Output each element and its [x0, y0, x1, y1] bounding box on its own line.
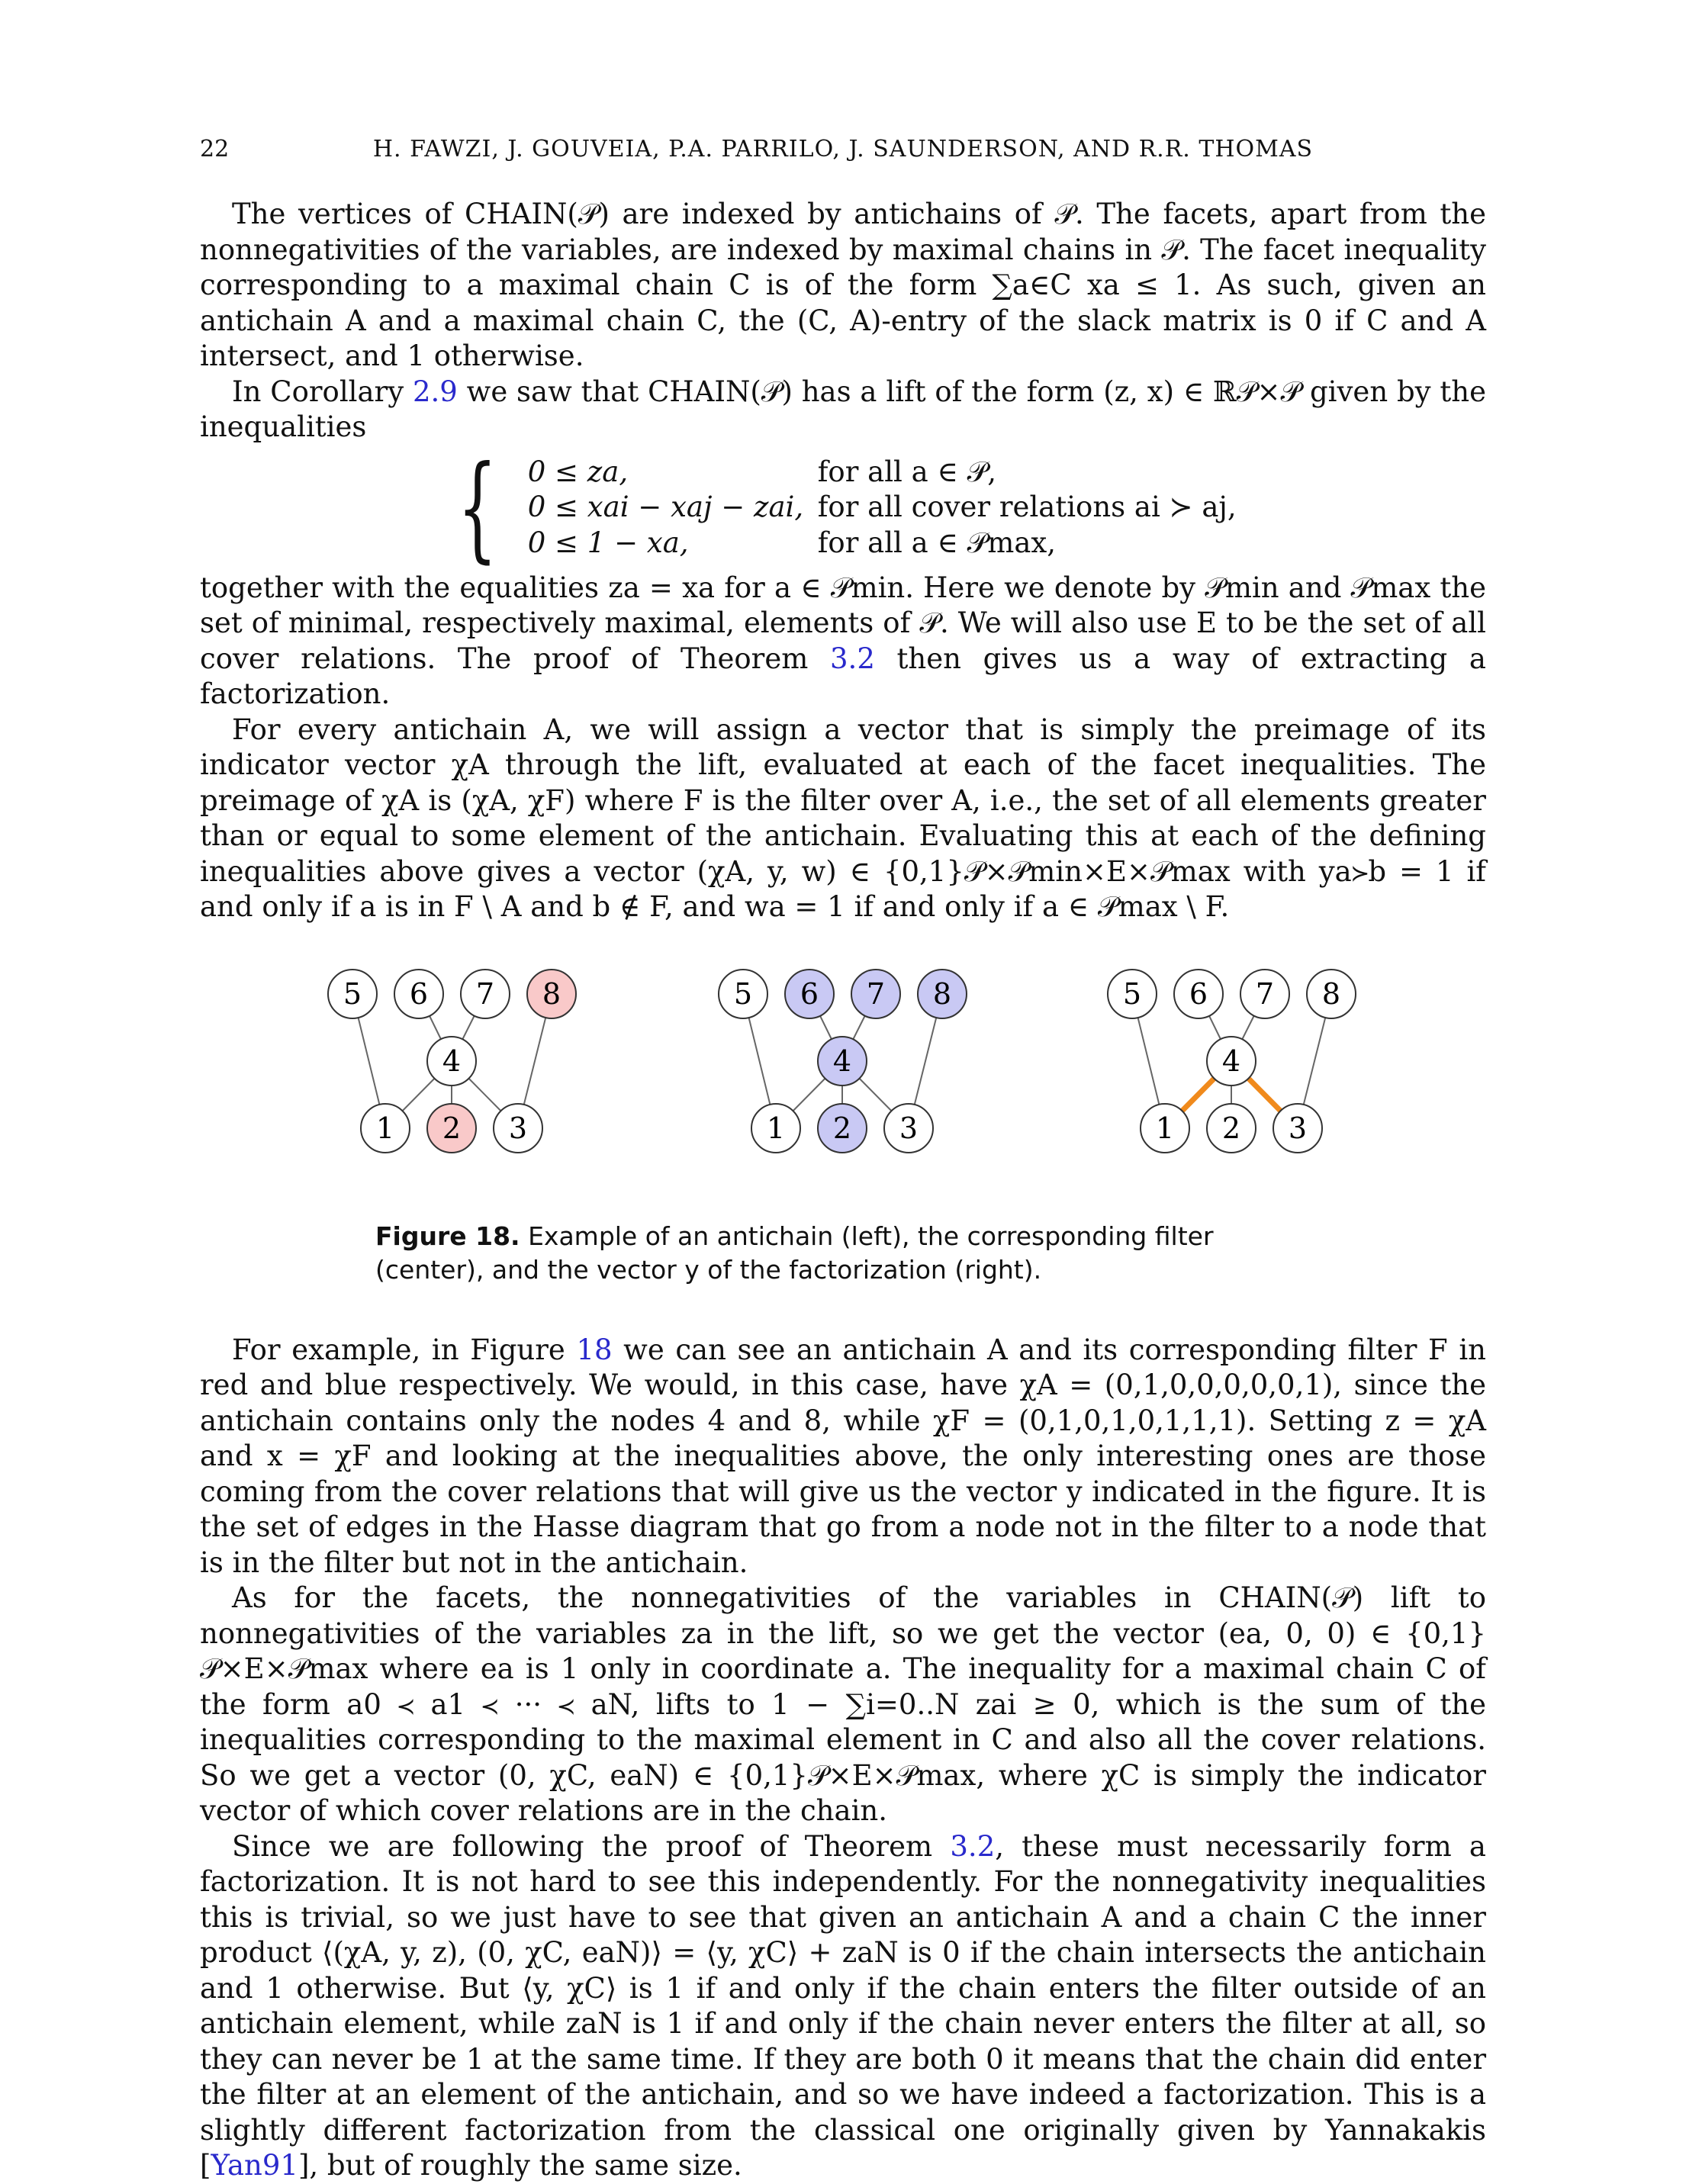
node-label-5: 5	[733, 976, 753, 1011]
node-label-7: 7	[866, 976, 886, 1011]
theorem-link[interactable]: 3.2	[950, 1829, 996, 1863]
cover-edge	[402, 1078, 434, 1110]
highlighted-cover-edge	[1182, 1078, 1214, 1110]
node-label-2: 2	[442, 1111, 462, 1145]
cover-edge	[793, 1078, 825, 1110]
cover-edge	[1209, 1015, 1221, 1038]
cover-edge	[468, 1078, 500, 1110]
antichain-diagram	[328, 970, 576, 1153]
node-label-1: 1	[766, 1111, 786, 1145]
page-number: 22	[200, 136, 230, 162]
figure-caption	[375, 1220, 1321, 1287]
node-label-2: 2	[832, 1111, 852, 1145]
hasse-diagrams	[200, 957, 1486, 1201]
cover-edge	[462, 1015, 474, 1039]
paragraph-1: The vertices of CHAIN(𝒫) are indexed by antichains of 𝒫. The facets, apart from the nonnegativities of the variables, are indexed by maximal chains in 𝒫. The facet inequality corresponding to a maximal chain C is of the form ∑a∈C xa ≤ 1. As such, given an antichain A and a maximal chain C, the (C, A)-entry of the slack matrix is 0 if C and A intersect, and 1 otherwise.	[200, 198, 1486, 372]
paragraph-3: together with the equalities za = xa for a ∈ 𝒫min. Here we denote by 𝒫min and 𝒫max the set of minimal, respectively maximal, elements of 𝒫. We will also use E to be the set of all cover relations. The proof of Theorem 3.2 then gives us a way of extracting a factorization.	[200, 571, 1486, 710]
paragraph-5: For example, in Figure 18 we can see an antichain A and its corresponding filter F in red and blue respectively. We would, in this case, have χA = (0,1,0,0,0,0,0,1), since the antichain contains only the nodes 4 and 8, while χF = (0,1,0,1,0,1,1,1). Setting z = χA and x = χF and looking at the inequalities above, the only interesting ones are those coming from the cover relations that will give us the vector y indicated in the figure. It is the set of edges in the Hasse diagram that go from a node not in the filter to a node that is in the filter but not in the antichain.	[200, 1333, 1486, 1579]
node-label-1: 1	[375, 1111, 395, 1145]
node-label-8: 8	[542, 976, 561, 1011]
node-label-6: 6	[409, 976, 429, 1011]
inequality-system	[200, 441, 1486, 574]
paragraph-6: As for the facets, the nonnegativities of the variables in CHAIN(𝒫) lift to nonnegativities of the variables za in the lift, so we get the vector (ea, 0, 0) ∈ {0,1}𝒫×E×𝒫max where ea is 1 only in coordinate a. The inequality for a maximal chain C of the form a0 ≺ a1 ≺ ··· ≺ aN, lifts to 1 − ∑i=0..N zai ≥ 0, which is the sum of the inequalities corresponding to the maximal element in C and also all the cover relations. So we get a vector (0, χC, eaN) ∈ {0,1}𝒫×E×𝒫max, where χC is simply the indicator vector of which cover relations are in the chain.	[200, 1581, 1486, 1827]
paragraph-2: In Corollary 2.9 we saw that CHAIN(𝒫) has a lift of the form (z, x) ∈ ℝ𝒫×𝒫 given by the inequalities	[200, 375, 1486, 443]
node-label-4: 4	[1221, 1044, 1241, 1078]
paragraph-4: For every antichain A, we will assign a vector that is simply the preimage of its indicator vector χA through the lift, evaluated at each of the facet inequalities. The preimage of χA is (χA, χF) where F is the filter over A, i.e., the set of all elements greater than or equal to some element of the antichain. Evaluating this at each of the defining inequalities above gives a vector (χA, y, w) ∈ {0,1}𝒫×𝒫min×E×𝒫max with ya≻b = 1 if and only if a is in F \ A and b ∉ F, and wa = 1 if and only if a ∈ 𝒫max \ F.	[200, 712, 1486, 923]
citation-link[interactable]: Yan91	[211, 2149, 298, 2182]
cover-edge	[859, 1078, 891, 1110]
inequality-row: 0 ≤ za, for all a ∈ 𝒫,	[527, 455, 997, 488]
cover-edge	[749, 1018, 771, 1105]
caption-label: Figure 18.	[375, 1221, 520, 1251]
inequality-row: 0 ≤ xai − xaj − zai, for all cover relations ai ≻ aj,	[527, 491, 1237, 524]
filter-diagram	[719, 970, 967, 1153]
figure-18	[200, 957, 1486, 1201]
node-label-7: 7	[475, 976, 495, 1011]
paragraph-7: Since we are following the proof of Theorem 3.2, these must necessarily form a factorization. It is not hard to see this independently. For the nonnegativity inequalities this is trivial, so we just have to see that given an antichain A and a chain C the inner product ⟨(χA, y, z), (0, χC, eaN)⟩ = ⟨y, χC⟩ + zaN is 0 if the chain intersects the antichain and 1 otherwise. But ⟨y, χC⟩ is 1 if and only if the chain enters the filter outside of an antichain element, while zaN is 1 if and only if the chain never enters the filter at all, so they can never be 1 at the same time. If they are both 0 it means that the chain did enter the filter at an element of the antichain, and so we have indeed a factorization. This is a slightly different factorization from the classical one originally given by Yannakakis [Yan91], but of roughly the same size.	[200, 1829, 1486, 2182]
cover-edge	[1242, 1015, 1253, 1039]
corollary-link[interactable]: 2.9	[412, 375, 458, 408]
left-brace: {	[457, 441, 498, 574]
inequality-row: 0 ≤ 1 − xa, for all a ∈ 𝒫max,	[527, 526, 1057, 559]
node-label-6: 6	[1189, 976, 1208, 1011]
figure-link[interactable]: 18	[576, 1333, 613, 1366]
cover-edge	[430, 1015, 441, 1038]
node-label-6: 6	[800, 976, 819, 1011]
cover-edge	[1138, 1018, 1160, 1105]
node-label-7: 7	[1255, 976, 1275, 1011]
node-label-8: 8	[932, 976, 952, 1011]
cover-edge	[853, 1015, 864, 1039]
highlighted-cover-edge	[1248, 1078, 1280, 1110]
node-label-3: 3	[1288, 1111, 1308, 1145]
node-label-3: 3	[899, 1111, 919, 1145]
node-label-2: 2	[1221, 1111, 1241, 1145]
caption-text: Example of an antichain (left), the corresponding filter (center), and the vector y of the factorization (right).	[375, 1221, 1214, 1285]
node-label-1: 1	[1155, 1111, 1175, 1145]
cover-edge	[915, 1018, 936, 1105]
cover-edge	[359, 1018, 380, 1105]
running-header-authors: H. FAWZI, J. GOUVEIA, P.A. PARRILO, J. SAUNDERSON, AND R.R. THOMAS	[372, 136, 1314, 162]
cover-edge	[524, 1018, 545, 1105]
factorization-diagram	[1108, 970, 1356, 1153]
node-label-8: 8	[1321, 976, 1341, 1011]
cover-edge	[820, 1015, 832, 1038]
node-label-4: 4	[832, 1044, 852, 1078]
node-label-5: 5	[343, 976, 362, 1011]
node-label-4: 4	[442, 1044, 462, 1078]
page-body	[200, 197, 1486, 2184]
node-label-3: 3	[508, 1111, 528, 1145]
cover-edge	[1304, 1018, 1325, 1105]
running-header	[200, 136, 1486, 171]
node-label-5: 5	[1122, 976, 1142, 1011]
theorem-link[interactable]: 3.2	[830, 642, 875, 675]
